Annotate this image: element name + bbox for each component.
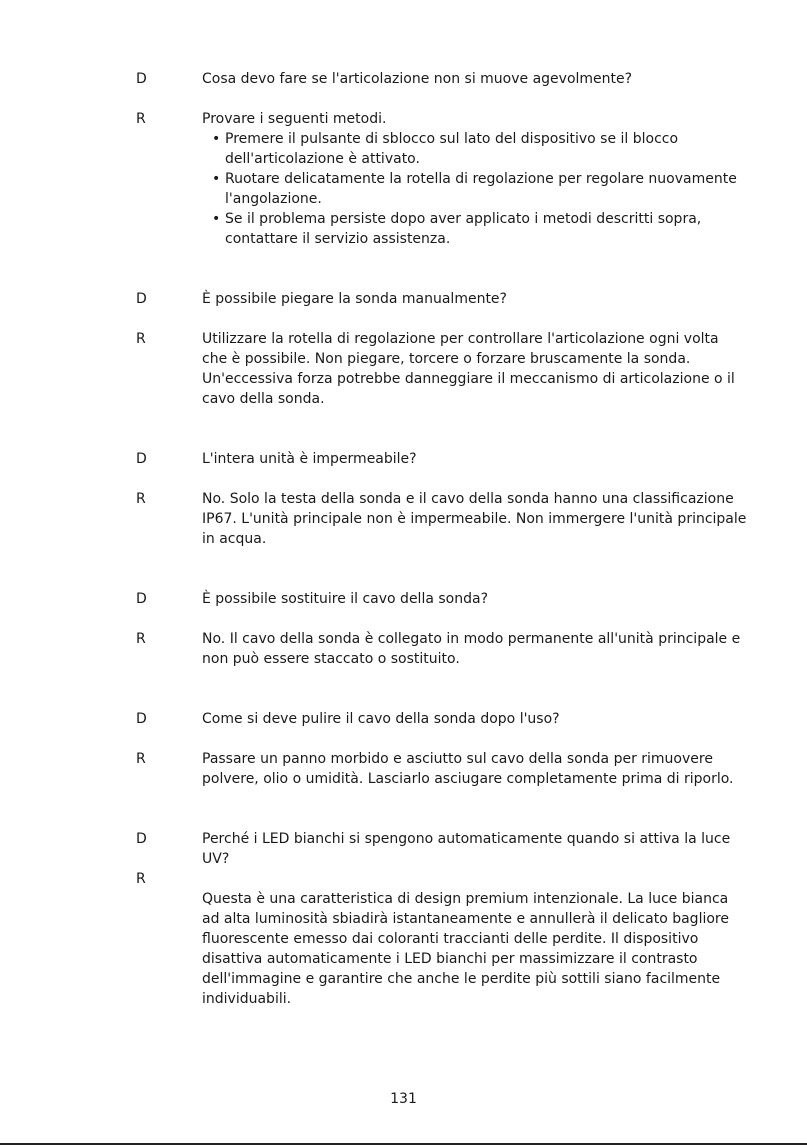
answer-text: Questa è una caratteristica di design premium intenzionale. La luce bianca ad alta luminosità sbiadirà istantaneamente e annullerà il delicato bagliore fluorescente emesso dai coloranti traccianti delle perdite. Il dispositivo disattiva automaticamente i LED bianchi per massimizzare il contrasto dell'immagine e garantire che anche le perdite più sottili siano facilmente individuabili. <box>202 891 729 1007</box>
question-label: D <box>136 831 147 847</box>
question-text: Cosa devo fare se l'articolazione non si muove agevolmente? <box>202 71 633 87</box>
question-label: D <box>136 711 147 727</box>
question-text: Perché i LED bianchi si spengono automaticamente quando si attiva la luce UV? <box>202 831 731 867</box>
answer-text: Passare un panno morbido e asciutto sul cavo della sonda per rimuovere polvere, olio o umidità. Lasciarlo asciugare completamente prima di riporlo. <box>202 751 734 787</box>
bullet-item: • Premere il pulsante di sblocco sul lato del dispositivo se il blocco dell'articolazione è attivato. <box>202 129 747 169</box>
answer-text: No. Il cavo della sonda è collegato in modo permanente all'unità principale e non può essere staccato o sostituito. <box>202 631 741 667</box>
answer-label: R <box>136 871 146 887</box>
answer-label: R <box>136 751 146 767</box>
question-text: È possibile sostituire il cavo della sonda? <box>202 591 488 607</box>
answer-label: R <box>136 631 146 647</box>
answer-label: R <box>136 331 146 347</box>
bullet-item: • Se il problema persiste dopo aver applicato i metodi descritti sopra, contattare il servizio assistenza. <box>202 209 747 249</box>
question-label: D <box>136 71 147 87</box>
bullet-item: • Ruotare delicatamente la rotella di regolazione per regolare nuovamente l'angolazione. <box>202 169 747 209</box>
question-text: L'intera unità è impermeabile? <box>202 451 417 467</box>
question-label: D <box>136 591 147 607</box>
footer-rule <box>0 1143 807 1145</box>
answer-text: No. Solo la testa della sonda e il cavo della sonda hanno una classificazione IP67. L'unità principale non è impermeabile. Non immergere l'unità principale in acqua. <box>202 491 747 547</box>
question-text: È possibile piegare la sonda manualmente? <box>202 291 507 307</box>
question-text: Come si deve pulire il cavo della sonda dopo l'uso? <box>202 711 560 727</box>
question-label: D <box>136 291 147 307</box>
answer-text: Utilizzare la rotella di regolazione per controllare l'articolazione ogni volta che è possibile. Non piegare, torcere o forzare bruscamente la sonda. Un'eccessiva forza potrebbe danneggiare il meccanismo di articolazione o il cavo della sonda. <box>202 331 735 407</box>
question-label: D <box>136 451 147 467</box>
answer-bullet-list <box>202 129 747 249</box>
answer-label: R <box>136 111 146 127</box>
page-number: 131 <box>390 1091 417 1107</box>
answer-text <box>202 109 747 249</box>
answer-label: R <box>136 491 146 507</box>
answer-intro: Provare i seguenti metodi. <box>202 111 387 127</box>
